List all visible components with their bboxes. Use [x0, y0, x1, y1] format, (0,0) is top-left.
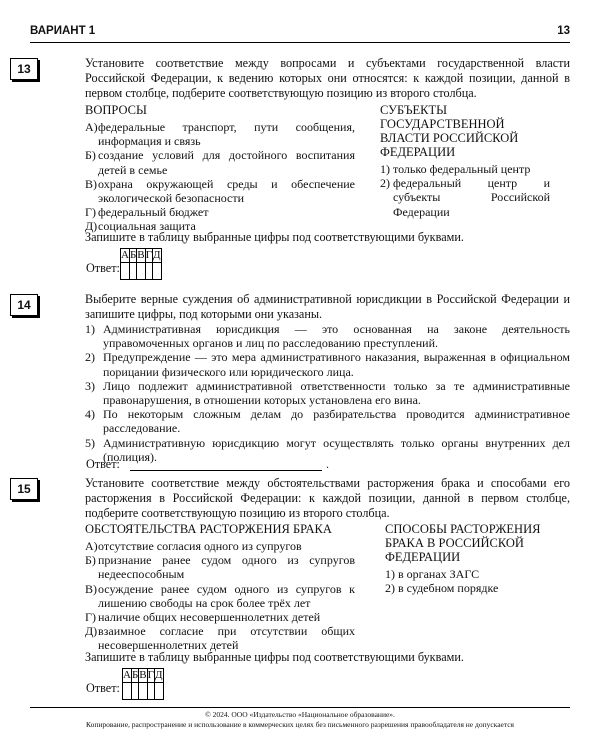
- item-key: 2): [380, 176, 390, 191]
- statement-item: [85, 407, 570, 435]
- item-text: осуждение ранее судом одного из супругов к лишению свободы на срок более трёх лет: [98, 581, 355, 610]
- page-header: [30, 22, 570, 43]
- item-text: федеральные транспорт, пути сообщения, информация и связь: [98, 120, 355, 149]
- question-item: [85, 205, 355, 219]
- answer-letter: Б: [129, 249, 137, 261]
- item-text: федеральный центр и субъекты Российской Федерации: [393, 176, 550, 219]
- item-text: социальная защита: [98, 219, 196, 234]
- answer-cell[interactable]: [137, 263, 145, 280]
- answer-letter: Д: [154, 669, 163, 681]
- item-key: Д): [85, 219, 98, 234]
- task-13-text: Установите соответствие между вопросами и субъектами государственной власти Российской Федерации, к ведению которых они относятся: к каждой позиции, данной в первом столбце, подберите соответствующую позицию из второго столбца.: [85, 56, 570, 100]
- item-text: только федеральный центр: [393, 162, 531, 176]
- item-text: Административная юрисдикция — это основанная на законе деятельность управомоченных органов и лиц по расследованию преступлений.: [103, 322, 570, 351]
- item-key: 3): [85, 378, 95, 393]
- item-text: Лицо подлежит административной ответственности только за те административные правонарушения, в отношении которых установлена его вина.: [103, 378, 570, 408]
- item-key: Б): [85, 553, 96, 568]
- item-key: Г): [85, 205, 96, 220]
- task-13-instruction: Запишите в таблицу выбранные цифры под соответствующими буквами.: [85, 230, 464, 244]
- footer-copyright: © 2024. ООО «Издательство «Национальное образование».: [205, 710, 395, 719]
- task-14-options: [85, 322, 570, 464]
- page-number: 13: [557, 25, 570, 37]
- task-14-text: Выберите верные суждения об административной юрисдикции в Российской Федерации и запишите цифры, под которыми они указаны.: [85, 292, 570, 321]
- answer-cell[interactable]: [147, 683, 154, 700]
- task-14-answer-field[interactable]: [130, 470, 322, 471]
- task-13-subjects-column: [380, 103, 550, 219]
- item-key: 2): [85, 350, 95, 365]
- answer-letter: Г: [147, 669, 154, 681]
- item-key: А): [85, 120, 98, 134]
- answer-cell[interactable]: [121, 263, 130, 280]
- circumstance-item: [85, 553, 355, 581]
- answer-letter: В: [137, 249, 145, 261]
- answer-letter: Г: [145, 249, 152, 261]
- item-text: в судебном порядке: [398, 581, 499, 596]
- item-key: Г): [85, 610, 96, 625]
- item-text: Предупреждение — это мера административного наказания, выраженная в официальном порицании физического или юридического лица.: [103, 350, 570, 379]
- answer-label: Ответ:: [86, 681, 120, 695]
- column-heading: СПОСОБЫ РАСТОРЖЕНИЯ БРАКА В РОССИЙСКОЙ ФЕДЕРАЦИИ: [385, 522, 541, 564]
- item-text: признание ранее судом одного из супругов недееспособным: [98, 553, 355, 582]
- task-13-number: 13: [10, 58, 38, 80]
- question-item: [85, 148, 355, 176]
- method-item: [385, 567, 550, 581]
- statement-item: [85, 350, 570, 378]
- task-15-number: 15: [10, 478, 38, 500]
- statement-item: [85, 322, 570, 350]
- column-heading: ВОПРОСЫ: [85, 103, 147, 117]
- item-key: В): [85, 581, 97, 596]
- answer-letter: В: [139, 669, 147, 681]
- task-14-number: 14: [10, 294, 38, 316]
- variant-label: ВАРИАНТ 1: [30, 25, 96, 37]
- task-15-answer-table: [122, 668, 164, 700]
- column-heading: СУБЪЕКТЫ ГОСУДАРСТВЕННОЙ ВЛАСТИ РОССИЙСКОЙ ФЕДЕРАЦИИ: [380, 103, 519, 159]
- answer-cell[interactable]: [129, 263, 136, 280]
- answer-label: Ответ:: [86, 457, 120, 471]
- item-key: 5): [85, 435, 95, 450]
- circumstance-item: [85, 539, 355, 553]
- item-text: создание условий для достойного воспитания детей в семье: [98, 148, 355, 177]
- item-key: 1): [385, 567, 395, 581]
- answer-cell[interactable]: [131, 683, 138, 700]
- item-key: В): [85, 176, 97, 191]
- footer-divider: [30, 707, 570, 708]
- item-text: федеральный бюджет: [98, 205, 209, 220]
- task-13-answer-table: [120, 248, 162, 280]
- item-key: А): [85, 539, 98, 553]
- answer-label: Ответ:: [86, 261, 120, 275]
- item-text: в органах ЗАГС: [398, 567, 480, 581]
- item-text: наличие общих несовершеннолетних детей: [98, 610, 321, 625]
- circumstance-item: [85, 582, 355, 610]
- item-key: Б): [85, 148, 96, 163]
- subject-item: [380, 162, 550, 176]
- answer-cell[interactable]: [152, 263, 161, 280]
- method-item: [385, 581, 550, 595]
- statement-item: [85, 379, 570, 407]
- circumstance-item: [85, 624, 355, 652]
- answer-letter: А: [121, 249, 129, 261]
- answer-letter: А: [123, 669, 131, 681]
- answer-letter: Д: [152, 249, 161, 261]
- question-item: [85, 120, 355, 148]
- column-heading: ОБСТОЯТЕЛЬСТВА РАСТОРЖЕНИЯ БРАКА: [85, 522, 332, 536]
- item-text: отсутствие согласия одного из супругов: [98, 539, 302, 553]
- item-key: 1): [85, 322, 95, 336]
- item-key: Д): [85, 624, 98, 639]
- answer-cell[interactable]: [123, 683, 132, 700]
- item-key: 2): [385, 581, 395, 596]
- circumstance-item: [85, 610, 355, 624]
- question-item: [85, 177, 355, 205]
- task-15-methods-column: [385, 522, 550, 595]
- answer-cell[interactable]: [139, 683, 147, 700]
- task-15-instruction: Запишите в таблицу выбранные цифры под соответствующими буквами.: [85, 650, 464, 664]
- task-15-circumstances-column: [85, 522, 355, 653]
- answer-period: .: [326, 457, 329, 471]
- item-key: 1): [380, 162, 390, 176]
- item-text: Административную юрисдикцию могут осуществлять только органы внутренних дел (полиция).: [103, 435, 570, 464]
- item-text: охрана окружающей среды и обеспечение экологической безопасности: [98, 176, 355, 206]
- item-key: 4): [85, 407, 95, 422]
- item-text: По некоторым сложным делам до разбирательства проводится административное расследование.: [103, 407, 570, 436]
- task-13-questions-column: [85, 103, 355, 234]
- answer-cell[interactable]: [154, 683, 163, 700]
- item-text: взаимное согласие при отсутствии общих несовершеннолетних детей: [98, 624, 355, 653]
- subject-item: [380, 176, 550, 219]
- answer-letter: Б: [131, 669, 139, 681]
- footer-notice: Копирование, распространение и использование в коммерческих целях без письменного разрешения правообладателя не допускается: [85, 720, 515, 729]
- answer-cell[interactable]: [145, 263, 152, 280]
- task-15-text: Установите соответствие между обстоятельствами расторжения брака и способами его расторжения в Российской Федерации: к каждой позиции, данной в первом столбце, подберите соответствующую позицию из второго столбца.: [85, 476, 570, 520]
